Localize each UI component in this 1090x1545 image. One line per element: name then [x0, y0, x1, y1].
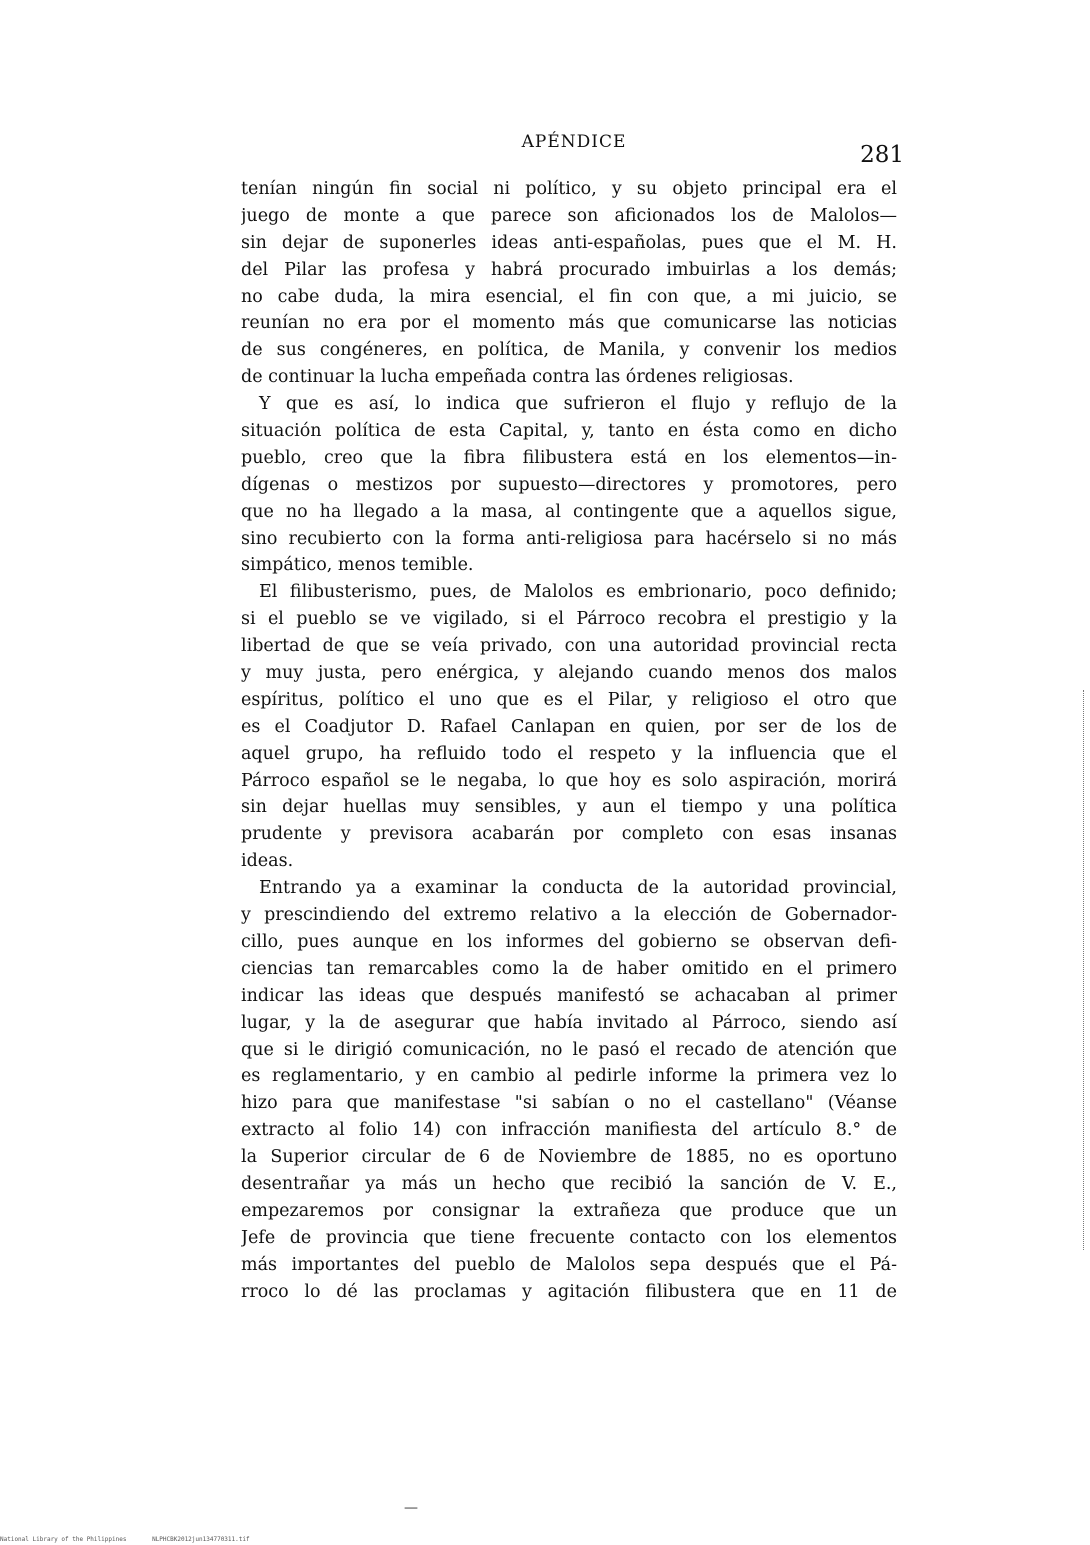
text-line: reunían no era por el momento más que comunicarse las noticias	[241, 313, 897, 334]
text-line: situación política de esta Capital, y, tanto en ésta como en dicho	[241, 421, 897, 442]
text-line: sin dejar de suponerles ideas anti-españolas, pues que el M. H.	[241, 232, 897, 253]
text-line: es reglamentario, y en cambio al pedirle informe la primera vez lo	[241, 1066, 897, 1087]
text-line: sino recubierto con la forma anti-religiosa para hacérselo si no más	[241, 528, 897, 549]
page-number: 281	[860, 142, 904, 168]
text-line: rroco lo dé las proclamas y agitación filibustera que en 11 de	[241, 1281, 897, 1302]
text-line: tenían ningún fin social ni político, y su objeto principal era el	[241, 179, 897, 199]
text-line: hizo para que manifestase "si sabían o no el castellano" (Véanse	[241, 1093, 897, 1114]
text-line: ideas.	[241, 851, 294, 872]
text-line: Y que es así, lo indica que sufrieron el flujo y reflujo de la	[259, 394, 897, 415]
text-line: cillo, pues aunque en los informes del gobierno se observan defi-	[241, 931, 897, 952]
text-line: pueblo, creo que la fibra filibustera está en los elementos—in-	[241, 447, 897, 468]
text-line: si el pueblo se ve vigilado, si el Párroco recobra el prestigio y la	[241, 609, 897, 630]
text-line: sin dejar huellas muy sensibles, y aun el tiempo y una política	[241, 797, 897, 818]
text-line: y muy justa, pero enérgica, y alejando cuando menos dos malos	[241, 663, 897, 684]
body-text	[241, 176, 897, 1305]
text-line: es el Coadjutor D. Rafael Canlapan en quien, por ser de los de	[241, 716, 897, 737]
text-line: juego de monte a que parece son aficionados los de Malolos—	[241, 205, 897, 226]
text-line: prudente y previsora acabarán por completo con esas insanas	[241, 824, 897, 845]
text-line: y prescindiendo del extremo relativo a la elección de Gobernador-	[241, 905, 897, 926]
text-line: ciencias tan remarcables como la de haber omitido en el primero	[241, 958, 897, 979]
text-line: indicar las ideas que después manifestó se achacaban al primer	[241, 985, 897, 1006]
text-line: simpático, menos temible.	[241, 555, 474, 576]
text-line: libertad de que se veía privado, con una autoridad provincial recta	[241, 636, 897, 657]
scan-edge-rule	[1082, 690, 1084, 1250]
text-line: extracto al folio 14) con infracción manifiesta del artículo 8.° de	[241, 1120, 897, 1141]
text-line: Párroco español se le negaba, lo que hoy es solo aspiración, morirá	[241, 770, 897, 791]
text-line: de continuar la lucha empeñada contra las órdenes religiosas.	[241, 367, 794, 388]
text-line: Entrando ya a examinar la conducta de la autoridad provincial,	[259, 878, 897, 899]
text-line: espíritus, político el uno que es el Pilar, y religioso el otro que	[241, 689, 897, 710]
text-line: Jefe de provincia que tiene frecuente contacto con los elementos	[241, 1227, 897, 1248]
text-line: lugar, y la de asegurar que había invitado al Párroco, siendo así	[241, 1012, 897, 1033]
text-line: aquel grupo, ha refluido todo el respeto y la influencia que el	[241, 743, 897, 764]
text-line: del Pilar las profesa y habrá procurado imbuirlas a los demás;	[241, 259, 897, 280]
text-line: de sus congéneres, en política, de Manila, y convenir los medios	[241, 340, 897, 361]
footer-mark: —	[404, 1500, 418, 1516]
scan-footer	[0, 1535, 1090, 1545]
text-line: más importantes del pueblo de Malolos sepa después que el Pá-	[241, 1254, 897, 1275]
scan-source-label: National Library of the Philippines	[0, 1536, 127, 1543]
text-line: El filibusterismo, pues, de Malolos es embrionario, poco definido;	[259, 582, 897, 603]
text-line: empezaremos por consignar la extrañeza que produce que un	[241, 1200, 897, 1221]
text-line: no cabe duda, la mira esencial, el fin con que, a mi juicio, se	[241, 286, 897, 307]
scan-file-label: NLPHCBK2012jun134770311.tif	[152, 1536, 250, 1543]
text-line: que no ha llegado a la masa, al contingente que a aquellos sigue,	[241, 501, 897, 522]
text-line: que si le dirigió comunicación, no le pasó el recado de atención que	[241, 1039, 897, 1060]
text-line: dígenas o mestizos por supuesto—directores y promotores, pero	[241, 474, 897, 495]
text-line: desentrañar ya más un hecho que recibió la sanción de V. E.,	[241, 1173, 897, 1194]
running-head: APÉNDICE	[521, 132, 627, 152]
text-line: la Superior circular de 6 de Noviembre de 1885, no es oportuno	[241, 1147, 897, 1168]
page-header	[244, 128, 904, 168]
